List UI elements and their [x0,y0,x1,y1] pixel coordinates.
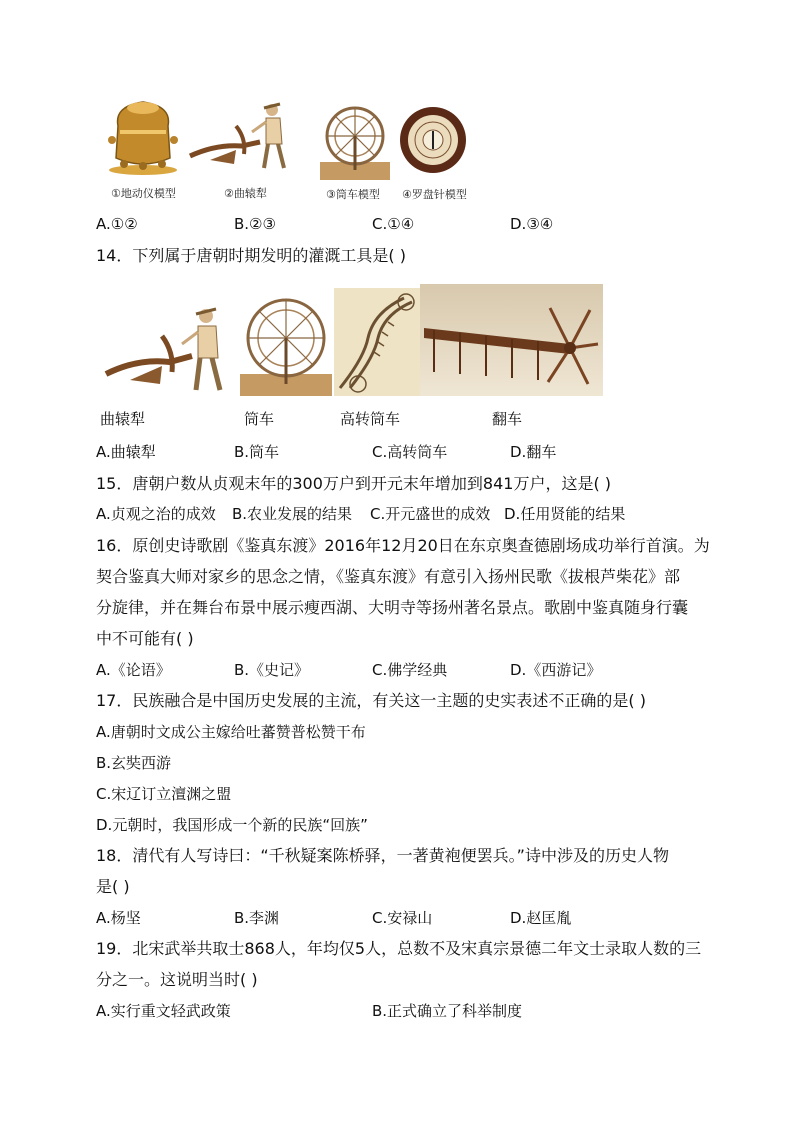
seismograph-image [104,96,182,176]
q18-stem-line-1: 18．清代有人写诗曰：“千秋疑案陈桥驿，一著黄袍便罢兵。”诗中涉及的历史人物 [96,846,669,865]
q16-stem-line-3: 分旋律，并在舞台布景中展示瘦西湖、大明寺等扬州著名景点。歌剧中鉴真随身行囊 [96,598,689,617]
dragon-bone-pump-image [420,284,603,396]
curved-plow-image-2 [100,302,236,394]
q18-option-c[interactable]: C.安禄山 [372,909,433,927]
q16-stem-line-4: 中不可能有( ) [96,629,194,648]
caption-waterwheel: ③筒车模型 [326,188,380,201]
q19-option-a[interactable]: A.实行重文轻武政策 [96,1002,231,1020]
q14-option-a[interactable]: A.曲辕犁 [96,443,156,461]
q13-option-d[interactable]: D.③④ [510,215,554,233]
caption-compass: ④罗盘针模型 [402,188,467,201]
q14-stem: 14．下列属于唐朝时期发明的灌溉工具是( ) [96,246,406,265]
caption-curved-plow-2: 曲辕犁 [100,410,146,428]
q17-option-d[interactable]: D.元朝时，我国形成一个新的民族“回族” [96,816,368,834]
q19-stem-line-1: 19．北宋武举共取士868人，年均仅5人，总数不及宋真宗景德二年文士录取人数的三 [96,939,702,958]
caption-high-waterwheel: 高转筒车 [340,410,401,428]
q15-option-b[interactable]: B.农业发展的结果 [232,505,353,523]
q16-stem-line-2: 契合鉴真大师对家乡的思念之情，《鉴真东渡》有意引入扬州民歌《拔根芦柴花》部 [96,567,681,586]
q15-option-a[interactable]: A.贞观之治的成效 [96,505,216,523]
q14-option-c[interactable]: C.高转筒车 [372,443,448,461]
caption-waterwheel-2: 筒车 [244,410,275,428]
q18-option-d[interactable]: D.赵匡胤 [510,909,572,927]
q15-option-c[interactable]: C.开元盛世的成效 [370,505,491,523]
q14-option-d[interactable]: D.翻车 [510,443,557,461]
q17-option-c[interactable]: C.宋辽订立澶渊之盟 [96,785,232,803]
q17-option-a[interactable]: A.唐朝时文成公主嫁给吐蕃赞普松赞干布 [96,723,366,741]
curved-plow-image [186,98,298,172]
caption-dragon-bone-pump: 翻车 [492,410,523,428]
q17-option-b[interactable]: B.玄奘西游 [96,754,172,772]
q18-stem-line-2: 是( ) [96,877,130,896]
q16-stem-line-1: 16．原创史诗歌剧《鉴真东渡》2016年12月20日在东京奥查德剧场成功举行首演。为 [96,536,710,555]
q19-option-b[interactable]: B.正式确立了科举制度 [372,1002,523,1020]
caption-seismograph: ①地动仪模型 [111,187,176,200]
compass-image [398,102,468,180]
q14-option-b[interactable]: B.筒车 [234,443,280,461]
q16-option-c[interactable]: C.佛学经典 [372,661,448,679]
high-waterwheel-image [334,288,420,396]
q13-option-a[interactable]: A.①② [96,215,138,233]
q13-option-c[interactable]: C.①④ [372,215,415,233]
waterwheel-image-2 [240,294,332,396]
caption-curved-plow: ②曲辕犁 [224,187,267,200]
q16-option-a[interactable]: A.《论语》 [96,661,171,679]
waterwheel-image [320,100,390,180]
q15-option-d[interactable]: D.任用贤能的结果 [504,505,626,523]
q18-option-a[interactable]: A.杨坚 [96,909,141,927]
q18-option-b[interactable]: B.李渊 [234,909,280,927]
q16-option-b[interactable]: B.《史记》 [234,661,310,679]
q16-option-d[interactable]: D.《西游记》 [510,661,602,679]
q17-stem: 17．民族融合是中国历史发展的主流，有关这一主题的史实表述不正确的是( ) [96,691,646,710]
q15-stem: 15．唐朝户数从贞观末年的300万户到开元末年增加到841万户，这是( ) [96,474,612,493]
q19-stem-line-2: 分之一。这说明当时( ) [96,970,258,989]
q13-option-b[interactable]: B.②③ [234,215,276,233]
